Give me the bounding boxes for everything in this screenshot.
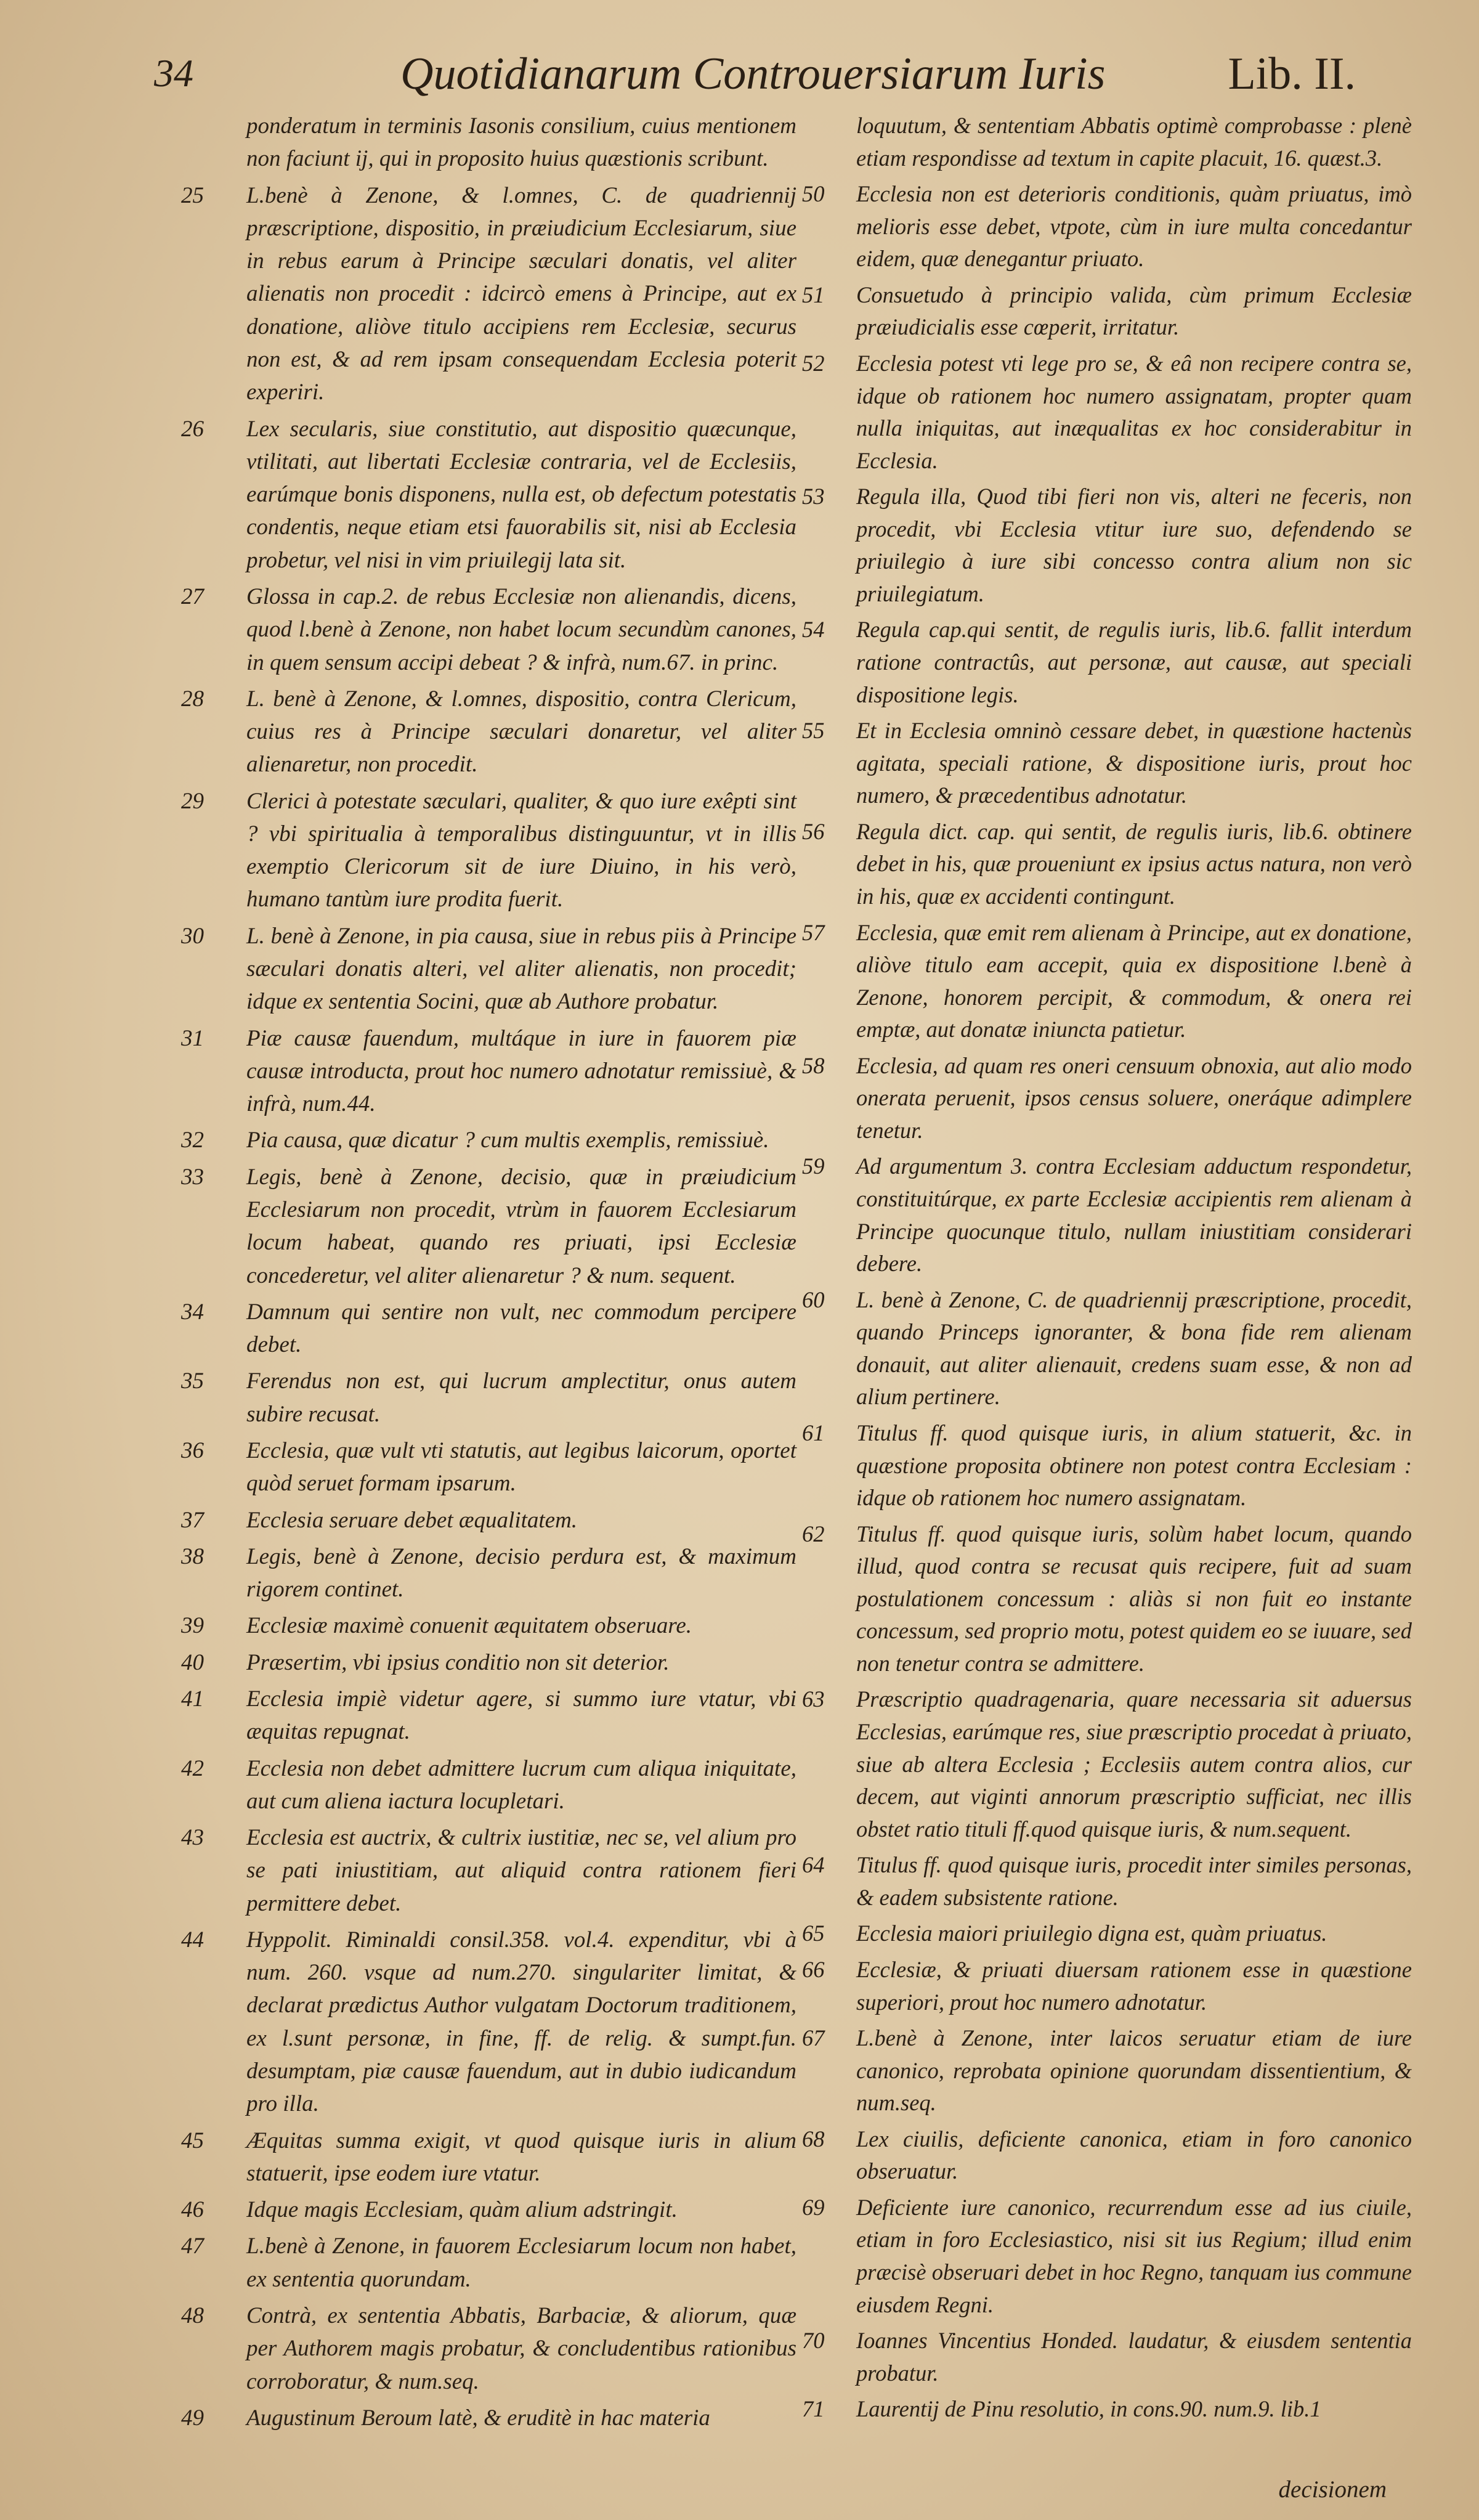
entry-text: Glossa in cap.2. de rebus Ecclesiæ non alienandis, dicens, quod l.benè à Zenone, non habet locum secundùm canones, in quem sensum accipi debeat ? & infrà, num.67. in princ.: [246, 583, 796, 675]
entry-text: Titulus ff. quod quisque iuris, procedit inter similes personas, & eadem subsistente ratione.: [856, 1852, 1412, 1910]
left-column: [177, 110, 796, 2438]
summary-entry: [802, 1683, 1412, 1845]
entry-number: 55: [802, 718, 825, 744]
entry-number: 58: [802, 1052, 825, 1078]
summary-entry: [177, 1540, 796, 1606]
summary-entry: [802, 481, 1412, 610]
summary-entry: [802, 2192, 1412, 2321]
summary-entry: [177, 413, 796, 577]
entry-number: 60: [802, 1286, 825, 1312]
summary-entry: [177, 1504, 796, 1537]
summary-entry: [802, 1954, 1412, 2018]
entry-text: Clerici à potestate sæculari, qualiter, & quo iure exêpti sint ? vbi spiritualia à temporalibus distinguuntur, vt in illis exemptio Clericorum sit de iure Diuino, in his verò, humano tantùm iure prodita fuerit.: [246, 788, 796, 912]
summary-entry: [177, 2193, 796, 2226]
summary-entry: [177, 920, 796, 1018]
right-column: [802, 110, 1412, 2429]
summary-entry: [177, 1752, 796, 1818]
summary-entry: [177, 1609, 796, 1642]
summary-entry: [177, 1683, 796, 1749]
entry-text: Contrà, ex sententia Abbatis, Barbaciæ, & aliorum, quæ per Authorem magis probatur, & concludentibus rationibus corroboratur, & num.seq.: [246, 2303, 796, 2394]
summary-entry: [177, 2230, 796, 2296]
entry-text: Pia causa, quæ dicatur ? cum multis exemplis, remissiuè.: [246, 1128, 769, 1153]
entry-text: Titulus ff. quod quisque iuris, solùm habet locum, quando illud, quod contra se recusat quis recipere, fuit ad suam postulationem concessum : aliàs si non fuit eo instante concessum, sed proprio motu, potest quidem eo se iuuare, sed non tenetur contra se admittere.: [856, 1521, 1412, 1676]
summary-entry: [177, 2402, 796, 2434]
entry-text: Et in Ecclesia omninò cessare debet, in quæstione hactenùs agitata, speciali ratione, & dispositione iuris, prout hoc numero, & præcedentibus adnotatur.: [856, 718, 1412, 808]
entry-text: Ecclesiæ maximè conuenit æquitatem obseruare.: [246, 1613, 692, 1639]
summary-entry: [802, 715, 1412, 812]
entry-number: 51: [802, 282, 825, 307]
entry-number: 71: [802, 2396, 825, 2422]
summary-entry: [802, 178, 1412, 275]
entry-number: 53: [802, 484, 825, 510]
entry-text: L. benè à Zenone, & l.omnes, dispositio, contra Clericum, cuius res à Principe sæculari donaretur, vel aliter alienaretur, non procedit.: [246, 686, 796, 778]
entry-number: 35: [181, 1368, 204, 1394]
entry-number: 46: [181, 2197, 204, 2223]
summary-entry: [177, 1646, 796, 1679]
entry-text: Regula dict. cap. qui sentit, de regulis iuris, lib.6. obtinere debet in his, quæ proueniunt ex ipsius actus natura, non verò in his, quæ ex accidenti contingunt.: [856, 818, 1412, 909]
entry-number: 42: [181, 1755, 204, 1781]
entry-text: ponderatum in terminis Iasonis consilium, cuius mentionem non faciunt ij, qui in proposito huius quæstionis scribunt.: [246, 113, 796, 172]
entry-number: 28: [181, 686, 204, 712]
entry-number: 61: [802, 1420, 825, 1445]
entry-number: 40: [181, 1649, 204, 1675]
summary-entry: [802, 2393, 1412, 2426]
entry-text: Ecclesia potest vti lege pro se, & eâ non recipere contra se, idque ob rationem hoc numero assignatam, propter quam nulla iniquitas, aut inæqualitas ex hoc considerabitur in Ecclesia.: [856, 350, 1412, 473]
summary-entry: [177, 1821, 796, 1920]
entry-text: Regula illa, Quod tibi fieri non vis, alteri ne feceris, non procedit, vbi Ecclesia vtitur iure suo, defendendo se priuilegio à iure sibi concesso contra alium non sic priuilegiatum.: [856, 484, 1412, 606]
summary-entry: [802, 1284, 1412, 1413]
entry-text: Regula cap.qui sentit, de regulis iuris, lib.6. fallit interdum ratione contractûs, aut personæ, aut causæ, aut speciali dispositione legis.: [856, 617, 1412, 707]
summary-entry: [802, 279, 1412, 344]
entry-text: Laurentij de Pinu resolutio, in cons.90. num.9. lib.1: [856, 2396, 1321, 2422]
summary-entry: [177, 110, 796, 176]
entry-number: 30: [181, 923, 204, 949]
entry-number: 31: [181, 1025, 204, 1051]
entry-text: L.benè à Zenone, in fauorem Ecclesiarum locum non habet, ex sententia quorundam.: [246, 2233, 796, 2292]
entry-text: Ecclesia non est deterioris conditionis, quàm priuatus, imò melioris esse debet, vtpote, cùm in iure multa concedantur eidem, quæ denegantur priuato.: [856, 181, 1412, 272]
entry-number: 56: [802, 818, 825, 844]
entry-text: Ecclesia impiè videtur agere, si summo iure vtatur, vbi æquitas repugnat.: [246, 1686, 796, 1745]
summary-entry: [177, 580, 796, 679]
summary-entry: [177, 1022, 796, 1121]
entry-text: Ioannes Vincentius Honded. laudatur, & eiusdem sententia probatur.: [856, 2328, 1412, 2386]
entry-number: 57: [802, 919, 825, 945]
entry-text: Ecclesia, ad quam res oneri censuum obnoxia, aut alio modo onerata peruenit, ipsos census soluere, oneráque adimplere tenetur.: [856, 1052, 1412, 1143]
entry-number: 45: [181, 2128, 204, 2153]
entry-number: 32: [181, 1128, 204, 1153]
entry-number: 27: [181, 583, 204, 609]
book-label: Lib. II.: [1228, 49, 1356, 99]
summary-entry: [802, 1417, 1412, 1514]
entry-text: L.benè à Zenone, inter laicos seruatur etiam de iure canonico, reprobata opinione quorundam dissentientium, & num.seq.: [856, 2025, 1412, 2116]
summary-entry: [177, 2299, 796, 2398]
summary-entry: [177, 179, 796, 409]
entry-number: 59: [802, 1153, 825, 1179]
summary-entry: [177, 1434, 796, 1500]
summary-entry: [177, 785, 796, 916]
entry-text: Piæ causæ fauendum, multáque in iure in fauorem piæ causæ introducta, prout hoc numero adnotatur remissiuè, & infrà, num.44.: [246, 1025, 796, 1117]
entry-number: 25: [181, 182, 204, 208]
entry-text: Augustinum Beroum latè, & eruditè in hac materia: [246, 2405, 710, 2431]
entry-text: L. benè à Zenone, in pia causa, siue in rebus piis à Principe sæculari donatis alteri, vel aliter alienatis, non procedit; idque ex sententia Socini, quæ ab Authore probatur.: [246, 923, 796, 1015]
entry-number: 66: [802, 1956, 825, 1982]
entry-number: 41: [181, 1686, 204, 1712]
entry-number: 65: [802, 1920, 825, 1946]
summary-entry: [802, 1849, 1412, 1914]
entry-text: Ecclesia est auctrix, & cultrix iustitiæ, nec se, vel alium pro se pati iniustitiam, aut aliquid contra rationem fieri permittere debet.: [246, 1825, 796, 1916]
summary-entry: [177, 1296, 796, 1362]
entry-text: Idque magis Ecclesiam, quàm alium adstringit.: [246, 2197, 678, 2223]
page-header: [154, 37, 1387, 111]
entry-text: loquutum, & sententiam Abbatis optimè comprobasse : plenè etiam respondisse ad textum in capite placuit, 16. quæst.3.: [856, 113, 1412, 171]
summary-entry: [177, 2124, 796, 2190]
entry-number: 47: [181, 2233, 204, 2259]
entry-number: 49: [181, 2405, 204, 2431]
summary-entry: [802, 1050, 1412, 1147]
summary-entry: [802, 1917, 1412, 1950]
entry-number: 39: [181, 1613, 204, 1639]
summary-entry: [177, 683, 796, 781]
summary-entry: [802, 2325, 1412, 2389]
entry-text: Consuetudo à principio valida, cùm primum Ecclesiæ præiudicialis esse cœperit, irritatur.: [856, 282, 1412, 340]
entry-number: 63: [802, 1686, 825, 1712]
entry-number: 33: [181, 1164, 204, 1190]
entry-number: 52: [802, 350, 825, 376]
summary-entry: [802, 917, 1412, 1046]
entry-text: L.benè à Zenone, & l.omnes, C. de quadriennij præscriptione, dispositio, in præiudicium Ecclesiarum, siue in rebus earum à Principe sæculari donatis, vel aliter alienatis non procedit : idcircò emens à Principe, aut ex donatione, aliòve titulo accipiens rem Ecclesiæ, securus non est, & ad rem ipsam consequendam Ecclesia poterit experiri.: [246, 182, 796, 405]
summary-entry: [177, 1924, 796, 2121]
entry-text: Ferendus non est, qui lucrum amplectitur, onus autem subire recusat.: [246, 1368, 796, 1427]
entry-number: 69: [802, 2194, 825, 2220]
entry-text: Titulus ff. quod quisque iuris, in alium statuerit, &c. in quæstione proposita obtinere non potest contra Ecclesiam : idque ob rationem hoc numero assignatam.: [856, 1420, 1412, 1511]
entry-text: Lex ciuilis, deficiente canonica, etiam in foro canonico obseruatur.: [856, 2126, 1412, 2184]
entry-number: 34: [181, 1299, 204, 1325]
entry-number: 54: [802, 617, 825, 643]
entry-number: 67: [802, 2025, 825, 2051]
summary-entry: [802, 614, 1412, 711]
entry-text: Legis, benè à Zenone, decisio perdura est, & maximum rigorem continet.: [246, 1543, 796, 1603]
summary-entry: [802, 816, 1412, 913]
entry-text: Præsertim, vbi ipsius conditio non sit deterior.: [246, 1649, 670, 1675]
entry-text: Lex secularis, siue constitutio, aut dispositio quæcunque, vtilitati, aut libertati Ecclesiæ contraria, vel de Ecclesiis, earúmque bonis disponens, nulla est, ob defectum potestatis condentis, neque etiam etsi fauorabilis sit, nisi ab Ecclesia probetur, vel nisi in vim priuilegij lata sit.: [246, 416, 796, 573]
entry-text: Præscriptio quadragenaria, quare necessaria sit aduersus Ecclesias, earúmque res, siue præscriptio procedat à priuato, siue ab altera Ecclesia ; Ecclesiis autem contra alios, cur decem, aut viginti annorum præscriptio sufficiat, nec illis obstet ratio tituli ff.quod quisque iuris, & num.sequent.: [856, 1686, 1412, 1842]
summary-entry: [802, 2022, 1412, 2120]
entry-text: Ecclesia, quæ vult vti statutis, aut legibus laicorum, oportet quòd seruet formam ipsarum.: [246, 1437, 796, 1497]
summary-entry: [177, 1365, 796, 1431]
entry-text: L. benè à Zenone, C. de quadriennij præscriptione, procedit, quando Princeps ignoranter, & bona fide rem alienam donauit, aut aliter alienauit, credens suam esse, & non ad alium pertinere.: [856, 1286, 1412, 1410]
summary-entry: [802, 110, 1412, 174]
entry-number: 37: [181, 1507, 204, 1533]
catchword: decisionem: [1278, 2476, 1387, 2503]
page-number: 34: [154, 51, 193, 95]
running-title: Quotidianarum Controuersiarum Iuris: [400, 49, 1106, 99]
entry-number: 70: [802, 2328, 825, 2354]
summary-entry: [802, 1150, 1412, 1280]
entry-number: 38: [181, 1543, 204, 1569]
entry-text: Legis, benè à Zenone, decisio, quæ in præiudicium Ecclesiarum non procedit, vtrùm in fauorem Ecclesiarum locum habeat, quando res priuati, ipsi Ecclesiæ concederetur, vel aliter alienaretur ? & num. sequent.: [246, 1164, 796, 1288]
entry-text: Hyppolit. Riminaldi consil.358. vol.4. expenditur, vbi à num. 260. vsque ad num.270. singulariter limitat, & declarat prædictus Author vulgatam Doctorum traditionem, ex l.sunt personæ, in fine, ff. de relig. & sumpt.fun. desumptam, piæ causæ fauendum, aut in dubio iudicandum pro illa.: [246, 1927, 796, 2117]
entry-text: Ecclesia maiori priuilegio digna est, quàm priuatus.: [856, 1920, 1327, 1946]
entry-number: 43: [181, 1825, 204, 1851]
entry-text: Ad argumentum 3. contra Ecclesiam adductum respondetur, constituitúrque, ex parte Ecclesiæ accipientis rem alienam à Principe quocunque titulo, nullam iniustitiam considerari debere.: [856, 1153, 1412, 1277]
entry-text: Damnum qui sentire non vult, nec commodum percipere debet.: [246, 1299, 796, 1358]
entry-text: Ecclesia, quæ emit rem alienam à Principe, aut ex donatione, aliòve titulo eam accepit, quia ex dispositione l.benè à Zenone, honorem percipit, & commodum, & onera rei emptæ, aut donatæ iniuncta patietur.: [856, 919, 1412, 1043]
entry-number: 44: [181, 1927, 204, 1953]
entry-number: 48: [181, 2303, 204, 2328]
entry-text: Æquitas summa exigit, vt quod quisque iuris in alium statuerit, ipse eodem iure vtatur.: [246, 2128, 796, 2186]
summary-entry: [802, 1518, 1412, 1680]
summary-entry: [177, 1161, 796, 1292]
summary-entry: [802, 348, 1412, 477]
summary-entry: [177, 1124, 796, 1156]
entry-text: Ecclesia non debet admittere lucrum cum aliqua iniquitate, aut cum aliena iactura locupletari.: [246, 1755, 796, 1814]
entry-text: Ecclesiæ, & priuati diuersam rationem esse in quæstione superiori, prout hoc numero adnotatur.: [856, 1956, 1412, 2015]
entry-number: 50: [802, 181, 825, 207]
entry-number: 68: [802, 2126, 825, 2152]
entry-number: 29: [181, 788, 204, 814]
entry-text: Ecclesia seruare debet æqualitatem.: [246, 1507, 578, 1533]
entry-number: 36: [181, 1437, 204, 1463]
summary-entry: [802, 2123, 1412, 2188]
entry-number: 62: [802, 1521, 825, 1547]
entry-text: Deficiente iure canonico, recurrendum esse ad ius ciuile, etiam in foro Ecclesiastico, nisi sit ius Regium; illud enim præcisè obseruari debet in hoc Regno, tanquam ius commune eiusdem Regni.: [856, 2194, 1412, 2317]
entry-number: 26: [181, 416, 204, 442]
entry-number: 64: [802, 1852, 825, 1878]
